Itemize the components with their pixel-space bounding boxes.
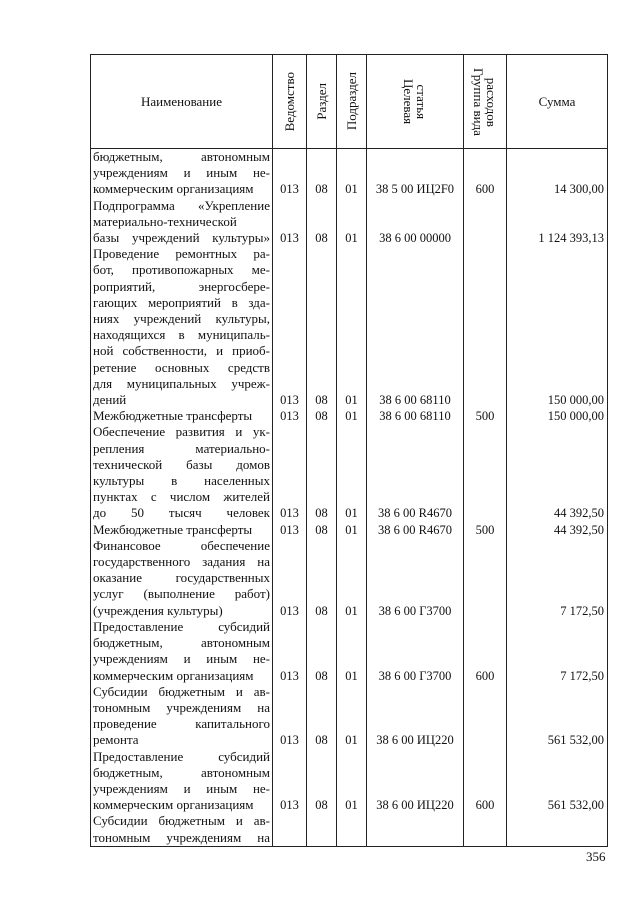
header-razdel: Раздел bbox=[307, 55, 337, 149]
row-vedomstvo: 013 bbox=[273, 149, 307, 198]
row-razdel: 08 bbox=[307, 684, 337, 749]
row-name bbox=[91, 522, 273, 538]
row-celevaya-statya: 38 6 00 00000 bbox=[367, 198, 464, 247]
row-podrazdel: 01 bbox=[337, 619, 367, 684]
row-celevaya-statya: 38 6 00 68110 bbox=[367, 408, 464, 424]
row-name-line: бот, противопожарных ме- bbox=[93, 262, 270, 278]
row-podrazdel bbox=[337, 813, 367, 846]
row-razdel: 08 bbox=[307, 424, 337, 521]
row-name bbox=[91, 149, 273, 198]
row-gruppa bbox=[464, 684, 507, 749]
row-gruppa bbox=[464, 813, 507, 846]
row-name-line: тономным учреждениям на bbox=[93, 829, 270, 845]
row-vedomstvo: 013 bbox=[273, 522, 307, 538]
table-row bbox=[91, 424, 608, 521]
row-name bbox=[91, 246, 273, 408]
row-podrazdel: 01 bbox=[337, 408, 367, 424]
header-gruppa-vida-rashodov: Группа вида расходов bbox=[464, 55, 507, 149]
row-name-line: коммерческим организациям bbox=[93, 667, 254, 683]
table-row bbox=[91, 198, 608, 247]
table-row bbox=[91, 813, 608, 846]
row-name-line: бюджетным, автономным bbox=[93, 635, 270, 651]
header-celevaya-statya: Целевая статья bbox=[367, 55, 464, 149]
row-name-line: дений bbox=[93, 392, 127, 408]
row-podrazdel: 01 bbox=[337, 684, 367, 749]
row-gruppa: 600 bbox=[464, 149, 507, 198]
row-name-line: услуг (выполнение работ) bbox=[93, 586, 270, 602]
header-summa: Сумма bbox=[507, 55, 608, 149]
row-name-line: базы учреждений культуры» bbox=[93, 230, 270, 246]
row-name bbox=[91, 538, 273, 619]
row-name-line: репления материально- bbox=[93, 440, 270, 456]
row-vedomstvo: 013 bbox=[273, 538, 307, 619]
row-vedomstvo: 013 bbox=[273, 424, 307, 521]
header-vedomstvo: Ведомство bbox=[273, 55, 307, 149]
row-gruppa bbox=[464, 198, 507, 247]
row-name-line: находящихся в муниципаль- bbox=[93, 327, 270, 343]
table-header-row bbox=[91, 55, 608, 149]
row-vedomstvo bbox=[273, 813, 307, 846]
row-summa: 1 124 393,13 bbox=[507, 198, 608, 247]
row-name-line: гающих мероприятий в зда- bbox=[93, 294, 270, 310]
row-podrazdel: 01 bbox=[337, 198, 367, 247]
row-gruppa bbox=[464, 246, 507, 408]
row-name-line: до 50 тысяч человек bbox=[93, 505, 270, 521]
row-name-line: технической базы домов bbox=[93, 456, 270, 472]
row-name-line: Предоставление субсидий bbox=[93, 618, 270, 634]
row-name-line: (учреждения культуры) bbox=[93, 602, 223, 618]
row-name-line: Субсидии бюджетным и ав- bbox=[93, 683, 270, 699]
row-gruppa: 500 bbox=[464, 408, 507, 424]
header-name: Наименование bbox=[91, 55, 273, 149]
row-name-line: ной собственности, и приоб- bbox=[93, 343, 270, 359]
row-name-line: Подпрограмма «Укрепление bbox=[93, 197, 270, 213]
row-name-line: учреждениям и иным не- bbox=[93, 651, 270, 667]
row-celevaya-statya: 38 6 00 68110 bbox=[367, 246, 464, 408]
row-name-line: материально-технической bbox=[93, 213, 237, 229]
row-name-line: ремонта bbox=[93, 732, 139, 748]
row-podrazdel: 01 bbox=[337, 749, 367, 814]
row-razdel: 08 bbox=[307, 149, 337, 198]
row-razdel bbox=[307, 813, 337, 846]
row-name-line: роприятий, энергосбере- bbox=[93, 278, 270, 294]
budget-table bbox=[90, 54, 608, 847]
row-summa: 44 392,50 bbox=[507, 522, 608, 538]
table-row bbox=[91, 619, 608, 684]
row-celevaya-statya: 38 6 00 R4670 bbox=[367, 424, 464, 521]
row-razdel: 08 bbox=[307, 408, 337, 424]
row-name-line: для муниципальных учреж- bbox=[93, 375, 270, 391]
row-summa: 150 000,00 bbox=[507, 408, 608, 424]
row-vedomstvo: 013 bbox=[273, 408, 307, 424]
row-vedomstvo: 013 bbox=[273, 619, 307, 684]
row-name-line: бюджетным, автономным bbox=[93, 764, 270, 780]
row-gruppa: 500 bbox=[464, 522, 507, 538]
row-vedomstvo: 013 bbox=[273, 246, 307, 408]
row-gruppa: 600 bbox=[464, 749, 507, 814]
page-number: 356 bbox=[586, 849, 606, 864]
row-summa bbox=[507, 813, 608, 846]
table-row bbox=[91, 408, 608, 424]
row-name-line: Финансовое обеспечение bbox=[93, 537, 270, 553]
table-row bbox=[91, 538, 608, 619]
row-vedomstvo: 013 bbox=[273, 684, 307, 749]
row-name-line: Межбюджетные трансферты bbox=[93, 521, 253, 537]
row-razdel: 08 bbox=[307, 246, 337, 408]
row-name-line: Субсидии бюджетным и ав- bbox=[93, 813, 270, 829]
row-name-line: Проведение ремонтных ра- bbox=[93, 246, 270, 262]
row-podrazdel: 01 bbox=[337, 424, 367, 521]
row-vedomstvo: 013 bbox=[273, 198, 307, 247]
row-celevaya-statya bbox=[367, 813, 464, 846]
row-razdel: 08 bbox=[307, 538, 337, 619]
row-name-line: ретение основных средств bbox=[93, 359, 270, 375]
table-row bbox=[91, 246, 608, 408]
row-name-line: Межбюджетные трансферты bbox=[93, 408, 253, 424]
row-name bbox=[91, 813, 273, 846]
row-name-line: государственного задания на bbox=[93, 554, 270, 570]
row-summa: 561 532,00 bbox=[507, 684, 608, 749]
row-name-line: пунктах с числом жителей bbox=[93, 489, 270, 505]
row-summa: 7 172,50 bbox=[507, 538, 608, 619]
row-razdel: 08 bbox=[307, 749, 337, 814]
table-row bbox=[91, 749, 608, 814]
row-razdel: 08 bbox=[307, 522, 337, 538]
row-name-line: учреждениям и иным не- bbox=[93, 780, 270, 796]
row-celevaya-statya: 38 6 00 ИЦ220 bbox=[367, 749, 464, 814]
table-row bbox=[91, 149, 608, 198]
row-name-line: проведение капитального bbox=[93, 716, 270, 732]
row-celevaya-statya: 38 6 00 Г3700 bbox=[367, 619, 464, 684]
row-name-line: учреждениям и иным не- bbox=[93, 165, 270, 181]
row-razdel: 08 bbox=[307, 619, 337, 684]
row-name-line: Обеспечение развития и ук- bbox=[93, 424, 270, 440]
row-name-line: коммерческим организациям bbox=[93, 181, 254, 197]
row-summa: 14 300,00 bbox=[507, 149, 608, 198]
row-podrazdel: 01 bbox=[337, 522, 367, 538]
table-row bbox=[91, 684, 608, 749]
row-summa: 7 172,50 bbox=[507, 619, 608, 684]
row-summa: 561 532,00 bbox=[507, 749, 608, 814]
row-razdel: 08 bbox=[307, 198, 337, 247]
row-name-line: Предоставление субсидий bbox=[93, 748, 270, 764]
header-podrazdel: Подраздел bbox=[337, 55, 367, 149]
table-row bbox=[91, 522, 608, 538]
row-celevaya-statya: 38 5 00 ИЦ2F0 bbox=[367, 149, 464, 198]
row-name bbox=[91, 424, 273, 521]
row-name-line: коммерческим организациям bbox=[93, 797, 254, 813]
row-name bbox=[91, 408, 273, 424]
row-summa: 44 392,50 bbox=[507, 424, 608, 521]
row-name-line: ниях учреждений культуры, bbox=[93, 311, 270, 327]
row-celevaya-statya: 38 6 00 Г3700 bbox=[367, 538, 464, 619]
row-name-line: тономным учреждениям на bbox=[93, 699, 270, 715]
row-name-line: культуры в населенных bbox=[93, 473, 270, 489]
row-podrazdel: 01 bbox=[337, 149, 367, 198]
row-name bbox=[91, 198, 273, 247]
row-name-line: оказание государственных bbox=[93, 570, 270, 586]
row-name-line: бюджетным, автономным bbox=[93, 149, 270, 164]
row-gruppa bbox=[464, 424, 507, 521]
row-name bbox=[91, 684, 273, 749]
row-celevaya-statya: 38 6 00 ИЦ220 bbox=[367, 684, 464, 749]
row-podrazdel: 01 bbox=[337, 246, 367, 408]
row-summa: 150 000,00 bbox=[507, 246, 608, 408]
row-name bbox=[91, 619, 273, 684]
row-name bbox=[91, 749, 273, 814]
row-podrazdel: 01 bbox=[337, 538, 367, 619]
row-gruppa: 600 bbox=[464, 619, 507, 684]
row-gruppa bbox=[464, 538, 507, 619]
row-vedomstvo: 013 bbox=[273, 749, 307, 814]
row-celevaya-statya: 38 6 00 R4670 bbox=[367, 522, 464, 538]
